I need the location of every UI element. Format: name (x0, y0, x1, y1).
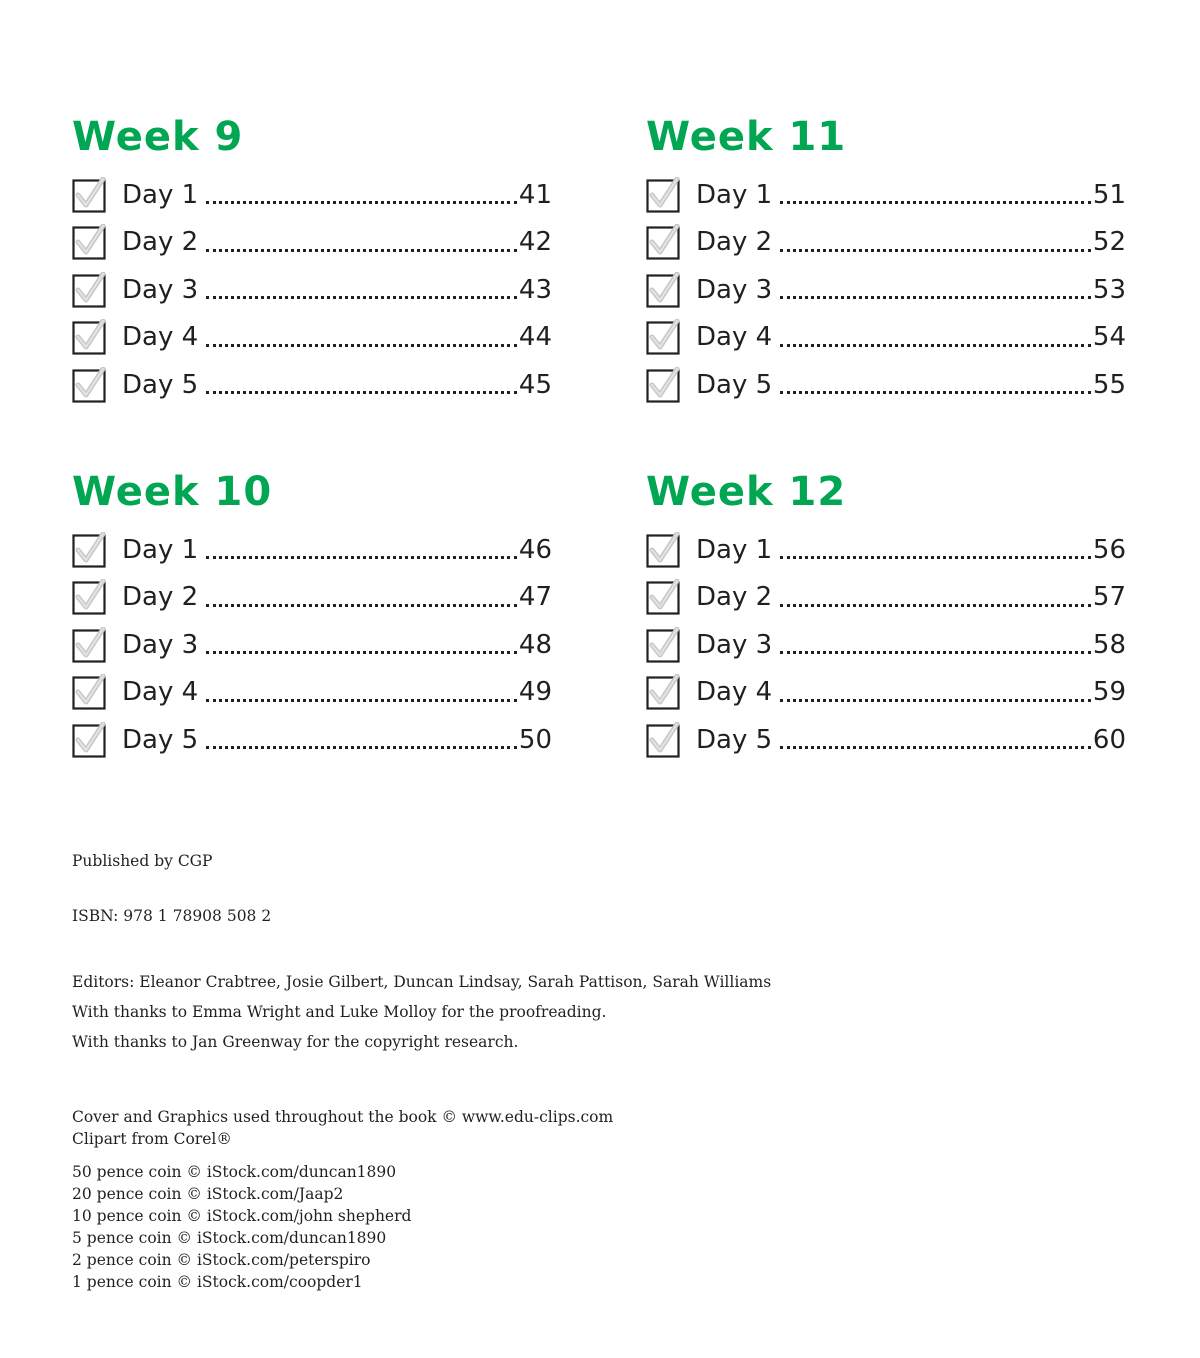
image-credit-line: 50 pence coin © iStock.com/duncan1890 (72, 1163, 397, 1181)
day-list (646, 526, 1126, 764)
week-11-section (646, 114, 1126, 409)
page-number: 50 (518, 724, 552, 755)
day-label: Day 2 (696, 582, 773, 613)
contents-entry (72, 574, 552, 622)
day-list (646, 171, 1126, 409)
checkbox-checked-icon[interactable] (646, 627, 682, 663)
day-label: Day 5 (696, 724, 773, 755)
dot-leader (206, 631, 517, 654)
page-number: 58 (1092, 629, 1126, 660)
checkbox-checked-icon[interactable] (646, 674, 682, 710)
isbn-text: ISBN: 978 1 78908 508 2 (72, 907, 272, 925)
checkbox-checked-icon[interactable] (646, 579, 682, 615)
page-number: 57 (1092, 582, 1126, 613)
page-number: 55 (1092, 369, 1126, 400)
contents-entry (72, 361, 552, 409)
day-list (72, 171, 552, 409)
contents-entry (72, 716, 552, 764)
day-label: Day 4 (696, 322, 773, 353)
dot-leader (780, 726, 1091, 749)
checkbox-checked-icon[interactable] (72, 367, 108, 403)
dot-leader (206, 679, 517, 702)
contents-entry (646, 361, 1126, 409)
checkbox-checked-icon[interactable] (72, 532, 108, 568)
week-9-section (72, 114, 552, 409)
page-number: 54 (1092, 322, 1126, 353)
checkbox-checked-icon[interactable] (72, 722, 108, 758)
publisher-line (72, 852, 1072, 870)
dot-leader (780, 276, 1091, 299)
contents-entry (72, 171, 552, 219)
week-title: Week 11 (646, 114, 847, 160)
contents-entry (646, 526, 1126, 574)
editors-text: Editors: Eleanor Crabtree, Josie Gilbert, Duncan Lindsay, Sarah Pattison, Sarah Williams (72, 973, 772, 991)
contents-entry (646, 621, 1126, 669)
day-label: Day 4 (122, 322, 199, 353)
day-label: Day 3 (696, 629, 773, 660)
dot-leader (206, 229, 517, 252)
page-number: 42 (518, 227, 552, 258)
page-number: 49 (518, 677, 552, 708)
day-label: Day 3 (122, 629, 199, 660)
clipart-text: Clipart from Corel® (72, 1130, 232, 1148)
page-number: 59 (1092, 677, 1126, 708)
week-title: Week 9 (72, 114, 244, 160)
contents-entry (72, 669, 552, 717)
dot-leader (780, 584, 1091, 607)
dot-leader (206, 371, 517, 394)
dot-leader (206, 536, 517, 559)
page-number: 52 (1092, 227, 1126, 258)
dot-leader (206, 726, 517, 749)
checkbox-checked-icon[interactable] (646, 367, 682, 403)
checkbox-checked-icon[interactable] (646, 177, 682, 213)
day-label: Day 3 (122, 274, 199, 305)
thanks-proofreading-text: With thanks to Emma Wright and Luke Molloy for the proofreading. (72, 1003, 607, 1021)
dot-leader (780, 324, 1091, 347)
checkbox-checked-icon[interactable] (72, 177, 108, 213)
page-number: 48 (518, 629, 552, 660)
image-credit-line: 10 pence coin © iStock.com/john shepherd (72, 1207, 412, 1225)
week-title: Week 10 (72, 469, 273, 515)
page-number: 60 (1092, 724, 1126, 755)
dot-leader (780, 536, 1091, 559)
dot-leader (780, 371, 1091, 394)
contents-entry (646, 716, 1126, 764)
day-label: Day 4 (696, 677, 773, 708)
day-label: Day 1 (696, 179, 773, 210)
day-list (72, 526, 552, 764)
dot-leader (206, 181, 517, 204)
image-credit-line: 5 pence coin © iStock.com/duncan1890 (72, 1229, 387, 1247)
checkbox-checked-icon[interactable] (646, 532, 682, 568)
contents-entry (72, 266, 552, 314)
day-label: Day 4 (122, 677, 199, 708)
image-credit-line: 2 pence coin © iStock.com/peterspiro (72, 1251, 371, 1269)
contents-entry (646, 266, 1126, 314)
dot-leader (206, 324, 517, 347)
checkbox-checked-icon[interactable] (72, 627, 108, 663)
page-number: 43 (518, 274, 552, 305)
dot-leader (206, 584, 517, 607)
page-number: 51 (1092, 179, 1126, 210)
checkbox-checked-icon[interactable] (72, 224, 108, 260)
contents-entry (646, 219, 1126, 267)
day-label: Day 5 (122, 369, 199, 400)
publisher-text: Published by CGP (72, 852, 213, 870)
checkbox-checked-icon[interactable] (646, 224, 682, 260)
checkbox-checked-icon[interactable] (72, 674, 108, 710)
image-credit-line: 20 pence coin © iStock.com/Jaap2 (72, 1185, 344, 1203)
isbn-line (72, 907, 1072, 925)
day-label: Day 1 (122, 179, 199, 210)
contents-entry (72, 621, 552, 669)
contents-entry (646, 574, 1126, 622)
page-number: 45 (518, 369, 552, 400)
page-number: 46 (518, 534, 552, 565)
checkbox-checked-icon[interactable] (646, 722, 682, 758)
dot-leader (780, 679, 1091, 702)
day-label: Day 2 (696, 227, 773, 258)
contents-entry (646, 669, 1126, 717)
image-credit-line: 1 pence coin © iStock.com/coopder1 (72, 1273, 363, 1291)
day-label: Day 1 (122, 534, 199, 565)
checkbox-checked-icon[interactable] (72, 579, 108, 615)
page-number: 41 (518, 179, 552, 210)
dot-leader (780, 181, 1091, 204)
day-label: Day 2 (122, 582, 199, 613)
week-12-section (646, 469, 1126, 764)
checkbox-checked-icon[interactable] (646, 272, 682, 308)
image-credits-list (72, 1161, 1072, 1293)
dot-leader (206, 276, 517, 299)
contents-entry (72, 314, 552, 362)
contents-entry (72, 526, 552, 574)
week-title: Week 12 (646, 469, 847, 515)
dot-leader (780, 229, 1091, 252)
contents-entry (72, 219, 552, 267)
day-label: Day 2 (122, 227, 199, 258)
dot-leader (780, 631, 1091, 654)
graphics-credits-block (72, 1106, 1072, 1150)
thanks-copyright-text: With thanks to Jan Greenway for the copyright research. (72, 1033, 519, 1051)
page-number: 47 (518, 582, 552, 613)
week-10-section (72, 469, 552, 764)
checkbox-checked-icon[interactable] (72, 272, 108, 308)
day-label: Day 5 (122, 724, 199, 755)
contents-entry (646, 314, 1126, 362)
page-number: 53 (1092, 274, 1126, 305)
day-label: Day 1 (696, 534, 773, 565)
cover-graphics-text: Cover and Graphics used throughout the book © www.edu-clips.com (72, 1108, 614, 1126)
day-label: Day 5 (696, 369, 773, 400)
contents-entry (646, 171, 1126, 219)
page-number: 44 (518, 322, 552, 353)
editors-block (72, 973, 1072, 1051)
page-number: 56 (1092, 534, 1126, 565)
checkbox-checked-icon[interactable] (646, 319, 682, 355)
day-label: Day 3 (696, 274, 773, 305)
checkbox-checked-icon[interactable] (72, 319, 108, 355)
